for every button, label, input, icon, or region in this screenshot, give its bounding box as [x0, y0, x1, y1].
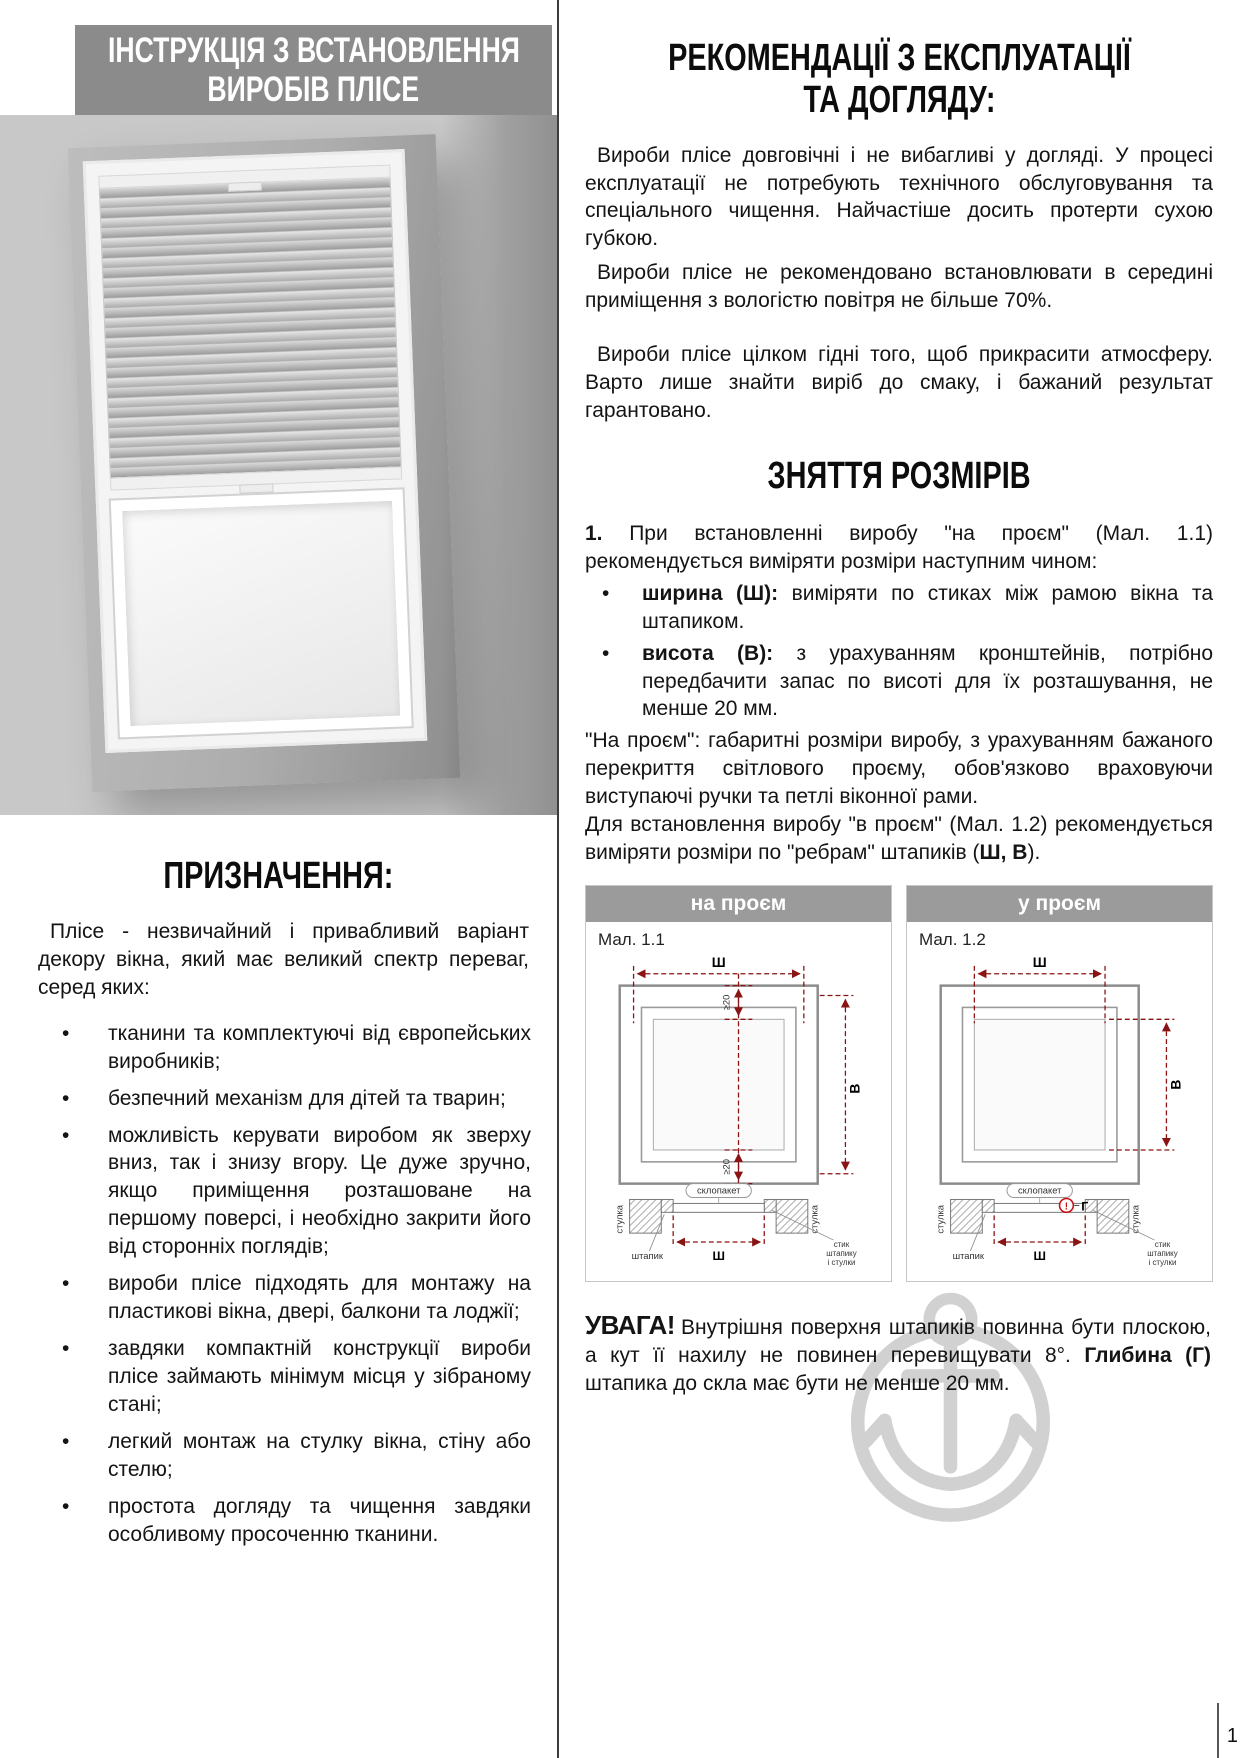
page-footer-rule	[1217, 1703, 1219, 1758]
section-width-label: Ш	[1033, 1248, 1046, 1263]
purpose-list-item: • завдяки компактній конструкції вироби плісе займають мінімум місця у зібраному стані;	[60, 1335, 531, 1419]
joint-label-line3: і стулки	[827, 1257, 856, 1267]
figure-na-proem	[585, 885, 892, 1282]
section-width-label: Ш	[712, 1248, 725, 1263]
purpose-list-item: • тканини та комплектуючі від європейських виробників;	[60, 1020, 531, 1076]
figure-2-diagram	[911, 950, 1208, 1279]
care-paragraph-3: Вироби плісе цілком гідні того, щоб прикрасити атмосферу. Варто лише знайти виріб до смаку, і бажаний результат гарантовано.	[585, 343, 1213, 422]
glazing-label: склопакет	[1017, 1184, 1062, 1196]
figure-1-caption: Мал. 1.1	[598, 929, 665, 949]
brand-watermark-icon	[833, 1258, 1068, 1548]
purpose-list-item: • легкий монтаж на стулку вікна, стіну або стелю;	[60, 1428, 531, 1484]
figure-1-header: на проєм	[586, 886, 891, 922]
window-front-view	[620, 986, 818, 1184]
measuring-list	[600, 580, 1213, 724]
attention-paragraph: УВАГА! Внутрішня поверхня штапиків повинна бути плоскою, а кут її нахилу не повинен перевищувати 8°. Глибина (Г) штапика до скла має бути не менше 20 мм.	[585, 1309, 1211, 1396]
measuring-heading: ЗНЯТТЯ РОЗМІРІВ	[767, 454, 1031, 497]
window-front-view	[941, 986, 1139, 1184]
purpose-heading: ПРИЗНАЧЕННЯ:	[163, 855, 394, 897]
joint-label-line1: стик	[1154, 1239, 1171, 1249]
pleated-blind	[98, 165, 402, 491]
purpose-intro: Плісе - незвичайний і привабливий варіант декору вікна, який має великий спектр переваг, серед яких:	[38, 920, 529, 999]
joint-label-line2: штапику	[1147, 1248, 1178, 1258]
width-label: Ш	[711, 953, 726, 970]
sash-right	[776, 1199, 808, 1233]
sash-left	[630, 1199, 662, 1233]
height-label: В	[1167, 1079, 1184, 1090]
figure-u-proem	[906, 885, 1213, 1282]
step-text: При встановленні виробу "на проєм" (Мал. 1.1) рекомендується виміряти розміри наступним чином:	[585, 521, 1213, 573]
sash-right-label: стулка	[1129, 1204, 1141, 1234]
sash-left-label: стулка	[934, 1204, 946, 1234]
sash-right	[1097, 1199, 1129, 1233]
purpose-list-item: • можливість керувати виробом як зверху вниз, так і знизу вгору. Це дуже зручно, якщо приміщення розташоване на першому поверсі, і необхідно закрити його від сторонніх поглядів;	[60, 1122, 531, 1262]
measuring-step	[585, 520, 1213, 576]
purpose-list-item: • вироби плісе підходять для монтажу на пластикові вікна, двері, балкони та лоджії;	[60, 1270, 531, 1326]
figure-2-caption: Мал. 1.2	[919, 929, 986, 949]
wall-shadow	[442, 115, 557, 815]
blind-pleats	[99, 178, 402, 478]
bead-label: штапик	[952, 1249, 984, 1261]
blind-handle	[239, 483, 273, 493]
bead-left	[661, 1199, 673, 1212]
profile-cross-section	[935, 1184, 1178, 1267]
glazing-unit	[673, 1203, 764, 1212]
clearance-bottom-label: ≥20	[720, 1158, 732, 1175]
v-proem-paragraph: Для встановлення виробу "в проєм" (Мал. 1.2) рекомендується виміряти розміри по "ребрам" штапиків (Ш, В).	[585, 813, 1213, 865]
banner-line-2: ВИРОБІВ ПЛІСЕ	[207, 70, 420, 109]
height-label: В	[846, 1083, 863, 1094]
sash-left	[951, 1199, 983, 1233]
height-dimension	[820, 995, 863, 1173]
joint-label-line2: штапику	[826, 1248, 857, 1258]
purpose-list	[60, 1020, 531, 1549]
figures-row	[585, 885, 1213, 1282]
care-paragraph-1: Вироби плісе довговічні і не вибагливі у догляді. У процесі експлуатації не потребують технічного обслуговування та спеціального чищення. Найчастіше досить протерти сухою губкою.	[585, 143, 1213, 251]
figure-2-header: у проєм	[907, 886, 1212, 922]
width-term: ширина (Ш):	[642, 581, 779, 605]
bead-left	[982, 1199, 994, 1212]
sash-left-label: стулка	[613, 1204, 625, 1234]
banner-line-1: ІНСТРУКЦІЯ З ВСТАНОВЛЕННЯ	[107, 30, 520, 70]
window-glass	[111, 489, 412, 737]
warning-mark: !	[1064, 1201, 1069, 1213]
measuring-item-height: • висота (В): з урахуванням кронштейнів, потрібно передбачити запас по висоті для їх розташування, не менше 20 мм.	[600, 640, 1213, 724]
window	[83, 149, 427, 753]
measuring-item-width: • ширина (Ш): виміряти по стиках між рамою вікна та штапиком.	[600, 580, 1213, 636]
instruction-title-banner	[75, 25, 552, 115]
joint-label-line1: стик	[833, 1239, 850, 1249]
page-number: 1	[1226, 1725, 1238, 1747]
height-term: висота (В):	[642, 641, 774, 665]
right-column	[585, 0, 1213, 1758]
depth-label: Г	[1081, 1199, 1089, 1214]
bead-right	[764, 1199, 776, 1212]
sash-right-label: стулка	[808, 1204, 820, 1234]
blind-top-handle	[228, 182, 262, 192]
step-number: 1.	[585, 521, 603, 545]
clearance-top-label: ≥20	[720, 994, 732, 1011]
purpose-list-item: • безпечний механізм для дітей та тварин;	[60, 1085, 531, 1113]
width-label: Ш	[1032, 953, 1047, 970]
care-paragraph-2: Вироби плісе не рекомендовано встановлювати в середині приміщення з вологістю повітря не більше 70%.	[585, 261, 1213, 313]
na-proem-paragraph: "На проєм": габаритні розміри виробу, з урахуванням бажаного перекриття світлового проєму, обов'язково враховуючи виступаючі ручки та петлі віконної рами.	[585, 729, 1213, 809]
banner-text	[43, 31, 585, 109]
care-heading: РЕКОМЕНДАЦІЇ З ЕКСПЛУАТАЦІЇ ТА ДОГЛЯДУ:	[667, 37, 1131, 121]
figure-1-diagram	[590, 950, 887, 1279]
left-column	[0, 0, 557, 1758]
window-photo-illustration	[0, 115, 557, 815]
bead-label: штапик	[631, 1249, 663, 1261]
profile-cross-section	[614, 1184, 857, 1267]
glazing-label: склопакет	[696, 1184, 741, 1196]
purpose-list-item: • простота догляду та чищення завдяки особливому просоченню тканини.	[60, 1493, 531, 1549]
attention-label: УВАГА!	[585, 1309, 675, 1340]
joint-label-line3: і стулки	[1148, 1257, 1177, 1267]
column-divider	[557, 0, 559, 1758]
